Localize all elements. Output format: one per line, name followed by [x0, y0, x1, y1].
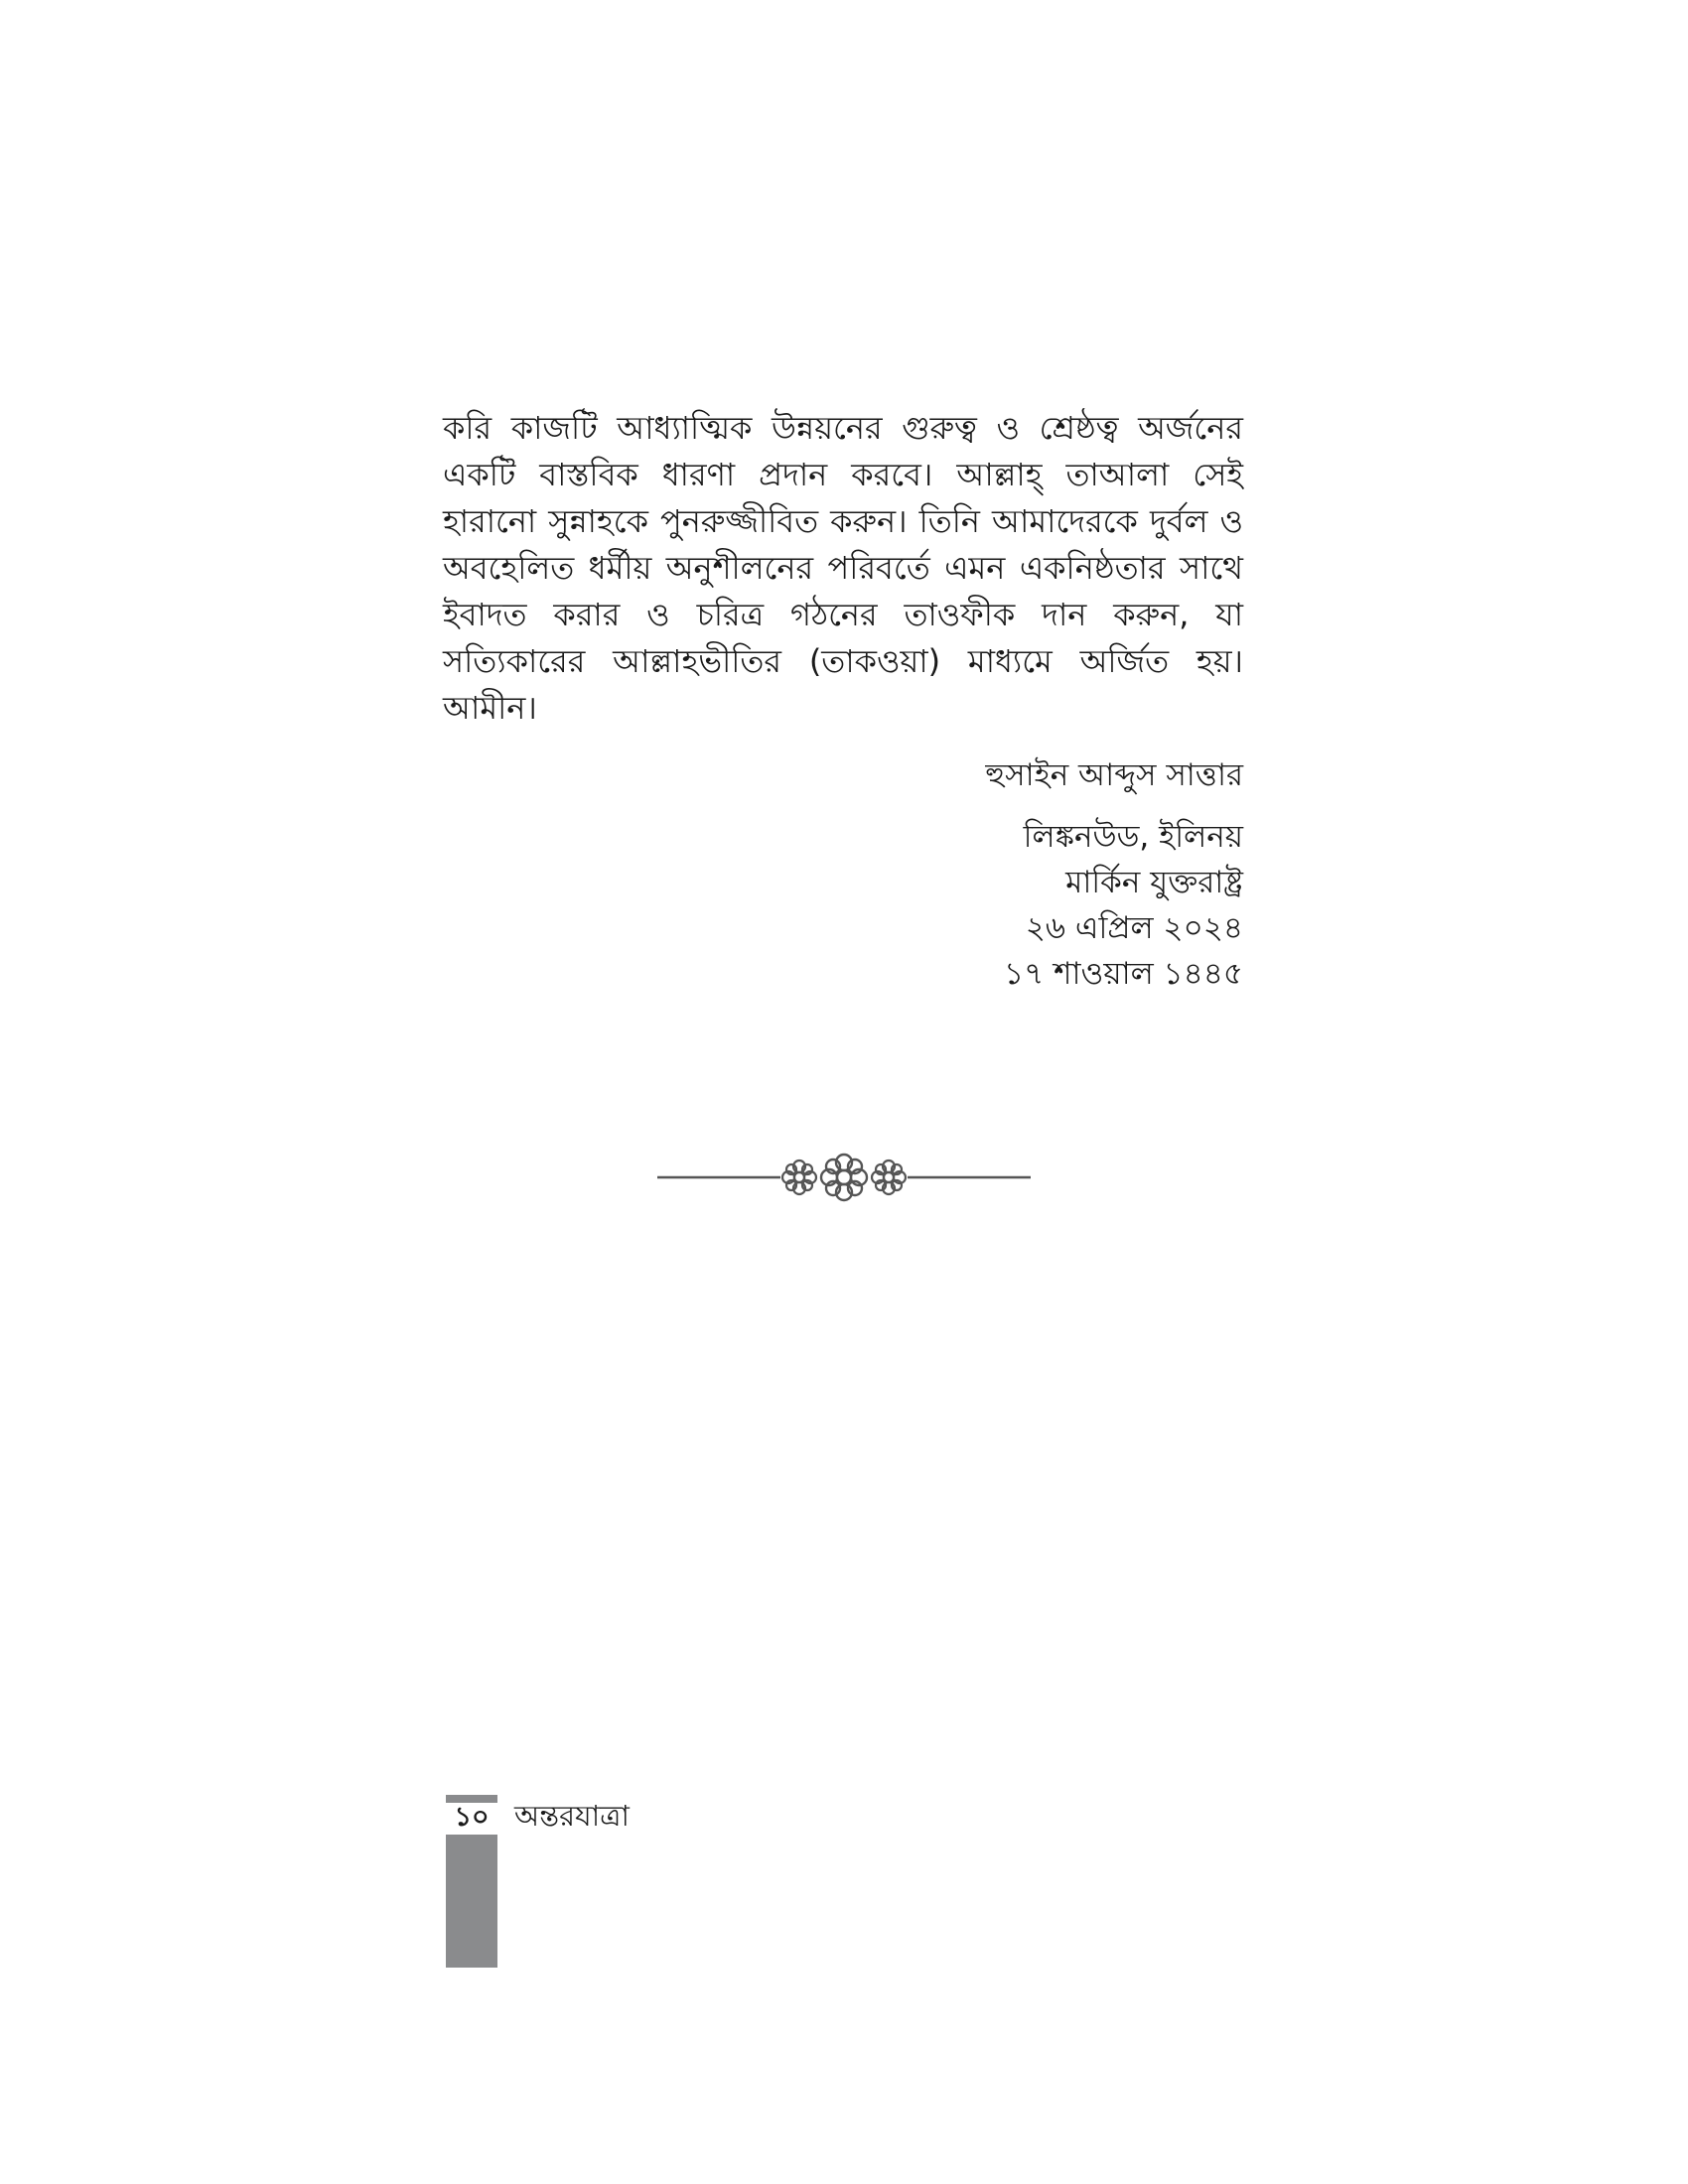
signature-date-gregorian: ২৬ এপ্রিল ২০২৪	[1025, 910, 1243, 946]
signature-country: মার্কিন যুক্তরাষ্ট্র	[1065, 865, 1243, 900]
footer-thumb-tab	[446, 1835, 497, 1968]
running-title: অন্তরযাত্রা	[514, 1799, 630, 1833]
signature-block	[874, 752, 1243, 997]
ornament-divider-icon	[655, 1142, 1033, 1211]
page-number: ১০	[454, 1802, 490, 1833]
signature-date-hijri: ১৭ শাওয়াল ১৪৪৫	[1004, 956, 1243, 992]
body-paragraph: করি কাজটি আধ্যাত্মিক উন্নয়নের গুরুত্ব ও শ্রেষ্ঠত্ব অর্জনের একটি বাস্তবিক ধারণা প্রদান করবে। আল্লাহ্ তাআলা সেই হারানো সুন্নাহকে পুনরুজ্জীবিত করুন। তিনি আমাদেরকে দুর্বল ও অবহেলিত ধর্মীয় অনুশীলনের পরিবর্তে এমন একনিষ্ঠতার সাথে ইবাদত করার ও চরিত্র গঠনের তাওফীক দান করুন, যা সত্যিকারের আল্লাহভীতির (তাকওয়া) মাধ্যমে অর্জিত হয়। আমীন।	[443, 409, 1243, 727]
author-name: হুসাইন আব্দুস সাত্তার	[985, 757, 1243, 793]
signature-city: লিঙ্কনউড, ইলিনয়	[1023, 819, 1243, 855]
